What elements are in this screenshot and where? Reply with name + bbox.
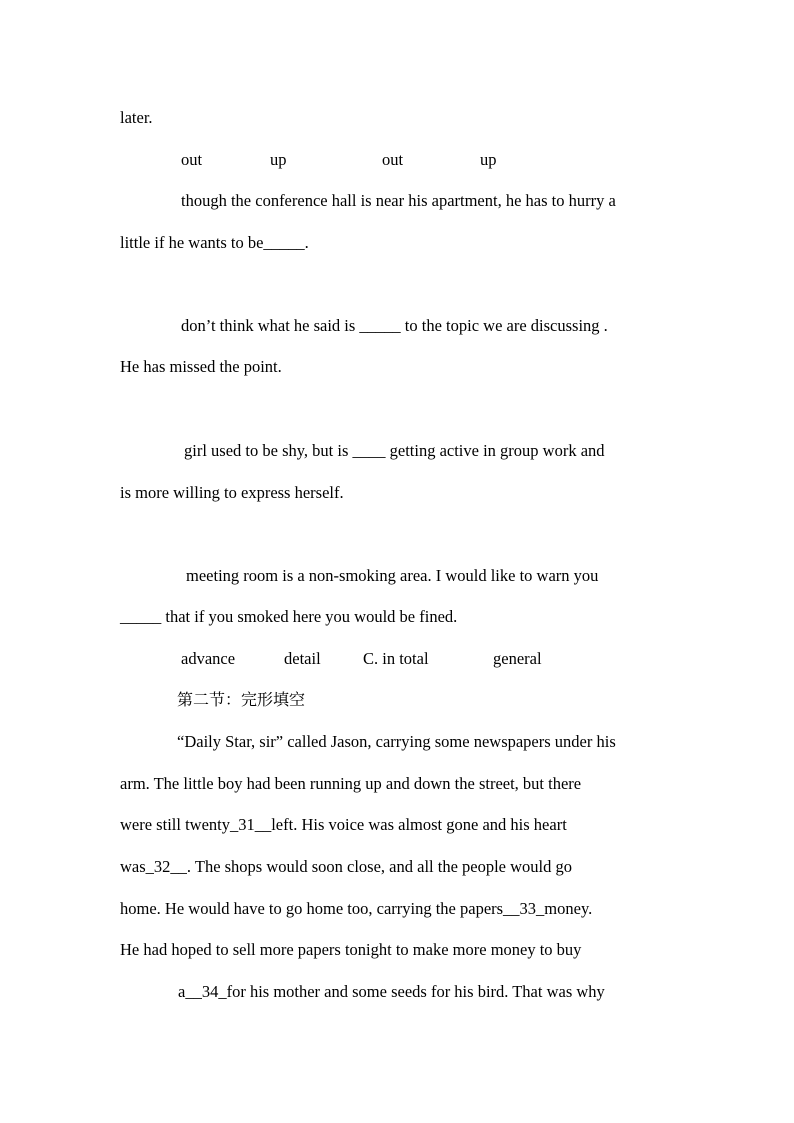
passage-line: home. He would have to go home too, carrying the papers__33_money. [120,899,593,918]
question-line: He has missed the point. [120,357,282,376]
question-line: little if he wants to be_____. [120,233,309,252]
option-c: out [382,150,404,169]
option-c: C. in total [363,649,429,668]
option-b: detail [284,649,321,668]
passage-line: were still twenty_31__left. His voice was almost gone and his heart [120,815,567,834]
passage-line: a__34_for his mother and some seeds for his bird. That was why [178,982,605,1001]
passage-line: He had hoped to sell more papers tonight to make more money to buy [120,940,582,959]
option-d: up [480,150,497,169]
text-line: later. [120,108,153,127]
question-line: meeting room is a non-smoking area. I would like to warn you [186,566,599,585]
passage-line: arm. The little boy had been running up and down the street, but there [120,774,582,793]
option-a: out [181,150,203,169]
question-text: though the conference hall is near his apartment, he has to hurry a [181,191,616,210]
question-line: girl used to be shy, but is ____ getting active in group work and [184,441,605,460]
passage-line: “Daily Star, sir” called Jason, carrying some newspapers under his [177,732,616,751]
question-line: _____ that if you smoked here you would be fined. [120,607,458,626]
option-a: advance [181,649,236,668]
passage-line: was_32__. The shops would soon close, and all the people would go [120,857,573,876]
question-line [181,191,674,211]
option-b: up [270,150,287,169]
question-line: is more willing to express herself. [120,483,344,502]
option-d: general [493,649,542,668]
section-heading: 第二节：完形填空 [177,690,306,709]
question-line: don’t think what he said is _____ to the topic we are discussing . [181,316,608,335]
justified-text [181,191,674,211]
